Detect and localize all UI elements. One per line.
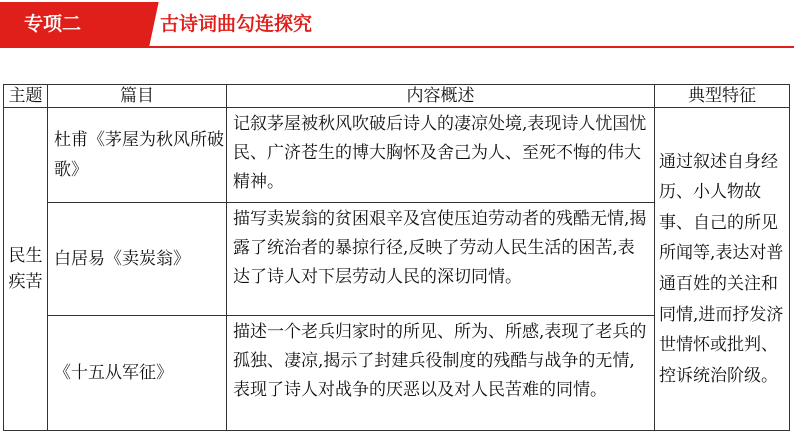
summary-cell: 描写卖炭翁的贫困艰辛及宫使压迫劳动者的残酷无情,揭露了统治者的暴掠行径,反映了劳动人民生活的困苦,表达了诗人对下层劳动人民的深切同情。: [227, 203, 655, 316]
poem-title-cell: 杜甫《茅屋为秋风所破歌》: [48, 108, 227, 203]
page-title: 古诗词曲勾连探究: [160, 13, 313, 35]
table-header-row: [4, 85, 790, 108]
header-divider: [0, 46, 794, 48]
summary-cell: 描述一个老兵归家时的所见、所为、所感,表现了老兵的孤独、凄凉,揭示了封建兵役制度的残酷与战争的无情,表现了诗人对战争的厌恶以及对人民苦难的同情。: [227, 316, 655, 431]
slide-header: [0, 0, 794, 48]
poem-title-cell: 《十五从军征》: [48, 316, 227, 431]
column-header-title: 篇目: [48, 85, 227, 108]
theme-cell: 民生疾苦: [4, 108, 48, 431]
summary-cell: 记叙茅屋被秋风吹破后诗人的凄凉处境,表现诗人忧国忧民、广济苍生的博大胸怀及舍己为人、至死不悔的伟大精神。: [227, 108, 655, 203]
section-label: 专项二: [0, 2, 140, 46]
column-header-feature: 典型特征: [655, 85, 790, 108]
table-row: [4, 108, 790, 203]
poem-comparison-table: [3, 84, 790, 431]
column-header-summary: 内容概述: [227, 85, 655, 108]
poem-title-cell: 白居易《卖炭翁》: [48, 203, 227, 316]
column-header-theme: 主题: [4, 85, 48, 108]
feature-cell: 通过叙述自身经历、小人物故事、自己的所见所闻等,表达对普通百姓的关注和同情,进而抒发济世情怀或批判、控诉统治阶级。: [655, 108, 790, 431]
